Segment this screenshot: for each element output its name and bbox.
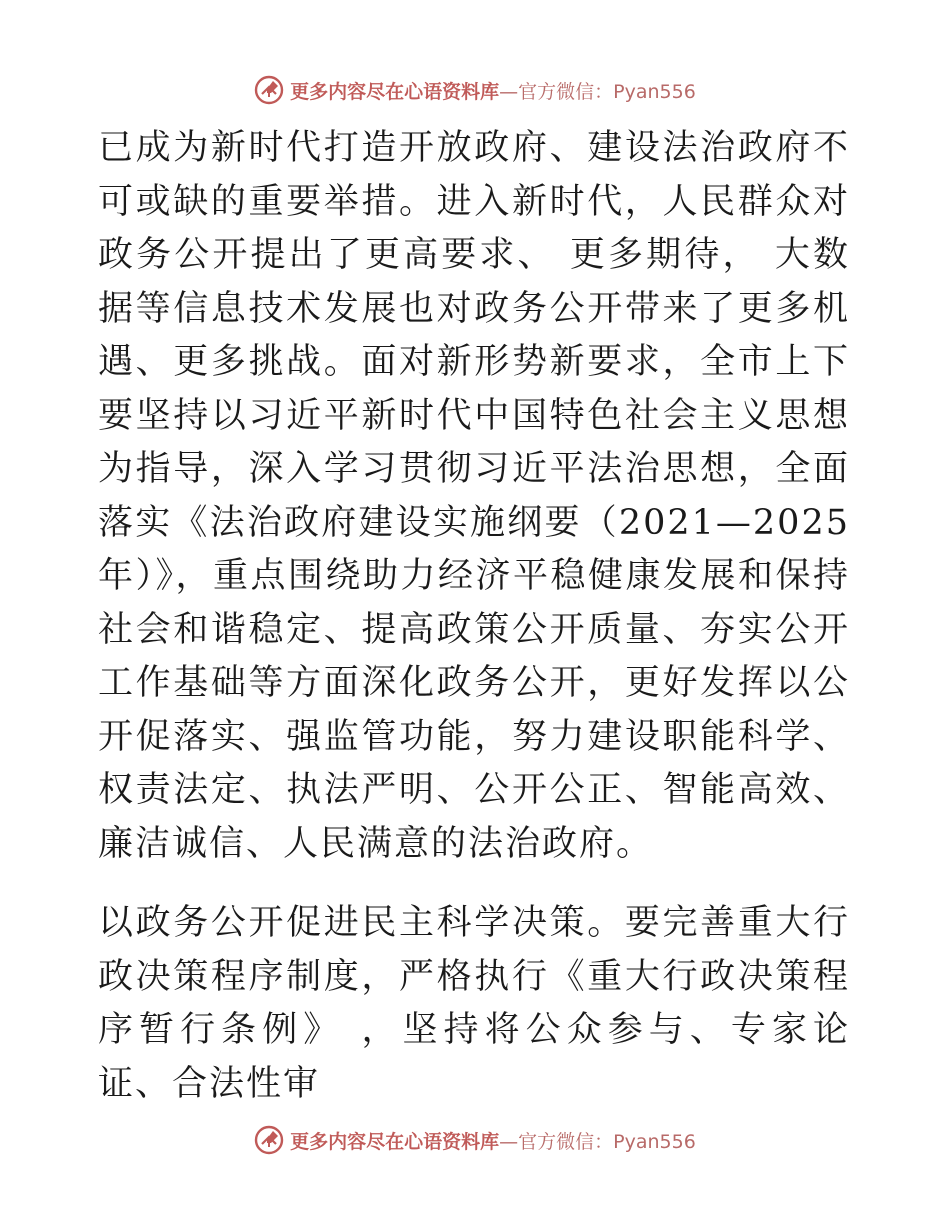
book-pen-logo-icon — [254, 1125, 284, 1155]
banner-text — [290, 77, 696, 104]
paragraph-1: 已成为新时代打造开放政府、建设法治政府不可或缺的重要举措。进入新时代，人民群众对政务公开提出了更高要求、 更多期待， 大数据等信息技术发展也对政务公开带来了更多机遇、更多挑战。面对新形势新要求，全市上下要坚持以习近平新时代中国特色社会主义思想为指导，深入学习贯彻习近平法治思想，全面落实《法治政府建设实施纲要（2021—2025 年）》，重点围绕助力经济平稳健康发展和保持社会和谐稳定、提高政策公开质量、夯实公开工作基础等方面深化政务公开，更好发挥以公开促落实、强监管功能，努力建设职能科学、权责法定、执法严明、公开公正、智能高效、廉洁诚信、人民满意的法治政府。 — [98, 128, 850, 864]
banner-main-text: 更多内容尽在心语资料库 — [290, 1130, 500, 1153]
book-pen-logo-icon — [254, 75, 284, 105]
header-banner — [0, 70, 950, 110]
footer-banner — [0, 1120, 950, 1160]
document-body — [98, 122, 850, 1111]
banner-contact-text: —官方微信：Pyan556 — [499, 80, 696, 103]
banner-contact-text: —官方微信：Pyan556 — [499, 1130, 696, 1153]
banner-main-text: 更多内容尽在心语资料库 — [290, 80, 500, 103]
banner-text — [290, 1127, 696, 1154]
paragraph-2: 以政务公开促进民主科学决策。要完善重大行政决策程序制度，严格执行《重大行政决策程序暂行条例》 ，坚持将公众参与、专家论证、合法性审 — [98, 903, 850, 1104]
